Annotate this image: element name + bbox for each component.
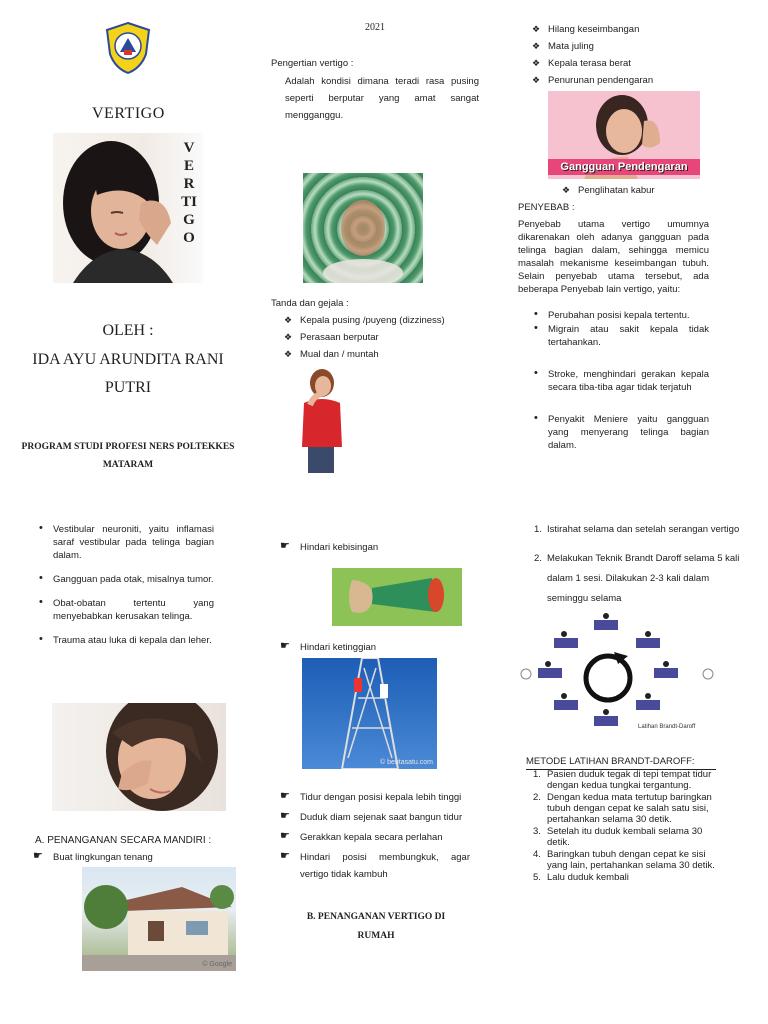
list-item: [533, 792, 719, 825]
definition-heading: Pengertian vertigo :: [271, 58, 354, 69]
step-number: 5.: [533, 872, 541, 883]
method-heading: METODE LATIHAN BRANDT-DAROFF:: [526, 755, 716, 770]
list-item: [533, 826, 719, 848]
home-steps-list: [534, 523, 747, 609]
list-item: ☛ Hindari kebisingan: [300, 541, 490, 554]
headache-woman-photo: [53, 133, 203, 283]
home-heading: B. PENANGANAN VERTIGO DI RUMAH: [306, 912, 446, 941]
symptoms-list: [300, 314, 500, 361]
photo-vertical-word: VERTIGO: [181, 140, 197, 246]
causes-continued-panel: [0, 512, 256, 1024]
definition-text: Adalah kondisi dimana teradi rasa pusing seperti berputar yang amat sangat mengganggu.: [285, 76, 479, 121]
list-item: [533, 769, 719, 791]
list-item: [533, 849, 719, 871]
avoid-noise-list: [300, 541, 490, 554]
list-item: • Gangguan pada otak, misalnya tumor.: [53, 573, 214, 586]
list-item: • Penyakit Meniere yaitu gangguan yang menyerang telinga bagian dalam.: [548, 413, 709, 452]
cover-by-label: OLEH :: [102, 322, 154, 339]
list-item: [533, 872, 719, 883]
list-item: • Obat-obatan tertentu yang menyebabkan kerusakan telinga.: [53, 597, 214, 623]
list-item: • Migrain atau sakit kepala tidak tertahankan.: [548, 323, 709, 349]
step-text: Lalu duduk kembali: [547, 872, 629, 883]
hearing-banner: Gangguan Pendengaran: [548, 159, 700, 175]
symptoms-heading: Tanda dan gejala :: [271, 298, 349, 309]
list-item: ☛ Buat lingkungan tenang: [53, 851, 243, 864]
list-item: ☛ Hindari ketinggian: [300, 641, 490, 654]
causes-text: Penyebab utama vertigo umumnya dikarenakan oleh adanya gangguan pada telinga bagian dalam, sehingga memicu masalah mekanisme keseimbangan tubuh. Selain penyebab utama tersebut, ada beberapa Penyebab lain vertigo, yaitu:: [518, 219, 709, 295]
definition-panel: [256, 0, 512, 500]
house-photo: [82, 867, 236, 971]
cover-program: PROGRAM STUDI PROFESI NERS POLTEKKES MATARAM: [21, 442, 235, 470]
tip-text: Gerakkan kepala secara perlahan: [300, 832, 443, 843]
list-item: • Vestibular neuroniti, yaitu inflamasi saraf vestibular pada telinga bagian dalam.: [53, 523, 214, 562]
step-text: Melakukan Teknik Brandt Daroff selama 5 kali dalam 1 sesi. Dilakukan 2-3 kali dalam seminggu selama: [547, 553, 740, 604]
tip-text: Hindari posisi membungkuk, agar vertigo tidak kambuh: [300, 852, 470, 880]
cover-author: IDA AYU ARUNDITA RANI PUTRI: [32, 351, 224, 396]
step-number: 1.: [534, 524, 542, 535]
blurred-vision-list: [578, 184, 748, 197]
tip-text: Duduk diam sejenak saat bangun tidur: [300, 812, 463, 823]
causes-list: [548, 309, 709, 452]
tower-photo-credit: © beritasatu.com: [379, 759, 433, 766]
poltekkes-logo-icon: [105, 22, 151, 74]
year: 2021: [365, 22, 385, 33]
step-text: Istirahat selama dan setelah serangan vertigo: [547, 524, 740, 535]
tip-text: Tidur dengan posisi kepala lebih tinggi: [300, 792, 462, 803]
step-number: 4.: [533, 849, 541, 860]
causes-panel: [512, 0, 768, 500]
list-item: [300, 809, 470, 826]
noise-megaphone-photo: [332, 568, 462, 626]
list-item: ❖ Mual dan / muntah: [300, 348, 500, 361]
step-text: Setelah itu duduk kembali selama 30 detik.: [547, 826, 703, 848]
method-steps-list: [533, 769, 719, 883]
list-item: • Stroke, menghindari gerakan kepala secara tiba-tiba agar tidak terjatuh: [548, 368, 709, 394]
list-item: ❖ Perasaan berputar: [300, 331, 500, 344]
causes-continued-list: [53, 523, 214, 647]
step-number: 2.: [533, 792, 541, 803]
step-text: Pasien duduk tegak di tepi tempat tidur dengan kedua tungkai tergantung.: [547, 769, 712, 791]
list-item: ❖ Penglihatan kabur: [578, 184, 748, 197]
dizzy-spiral-photo: [303, 173, 423, 283]
nausea-woman-photo: [288, 367, 354, 473]
step-number: 3.: [533, 826, 541, 837]
self-care-list: [53, 851, 243, 864]
list-item: • Trauma atau luka di kepala dan leher.: [53, 634, 214, 647]
list-item: ❖ Hilang keseimbangan: [548, 23, 748, 36]
cover-panel: [0, 0, 256, 500]
house-photo-credit: © Google: [202, 961, 232, 968]
list-item: [300, 831, 470, 844]
transmission-tower-photo: [302, 658, 437, 769]
home-tips-list: [300, 791, 470, 883]
list-item: ❖ Kepala terasa berat: [548, 57, 748, 70]
causes-heading: PENYEBAB :: [518, 202, 575, 213]
diagram-caption: Latihan Brandt-Daroff: [638, 724, 696, 730]
list-item: ❖ Mata juling: [548, 40, 748, 53]
step-number: 1.: [533, 769, 541, 780]
list-item: [300, 791, 470, 804]
list-item: [534, 523, 747, 536]
list-item: [534, 549, 747, 609]
list-item: ❖ Kepala pusing /puyeng (dizziness): [300, 314, 500, 327]
list-item: [300, 849, 470, 883]
list-item: • Perubahan posisi kepala tertentu.: [548, 309, 709, 322]
avoid-height-list: [300, 641, 490, 654]
hearing-loss-photo: [548, 91, 700, 179]
stressed-woman-photo: [52, 703, 226, 811]
self-care-heading: A. PENANGANAN SECARA MANDIRI :: [35, 835, 212, 846]
step-number: 2.: [534, 553, 542, 564]
list-item: ❖ Penurunan pendengaran: [548, 74, 748, 87]
avoid-panel: [256, 512, 512, 1024]
cover-title: VERTIGO: [92, 105, 165, 122]
brandt-daroff-diagram: [518, 612, 718, 742]
symptoms-continued-list: [548, 23, 748, 87]
step-text: Baringkan tubuh dengan cepat ke sisi yang lain, pertahankan selama 30 detik.: [547, 849, 715, 871]
step-text: Dengan kedua mata tertutup baringkan tubuh dengan cepat ke salah satu sisi, pertahankan selama 30 detik.: [547, 792, 712, 825]
exercise-panel: [512, 512, 768, 1024]
